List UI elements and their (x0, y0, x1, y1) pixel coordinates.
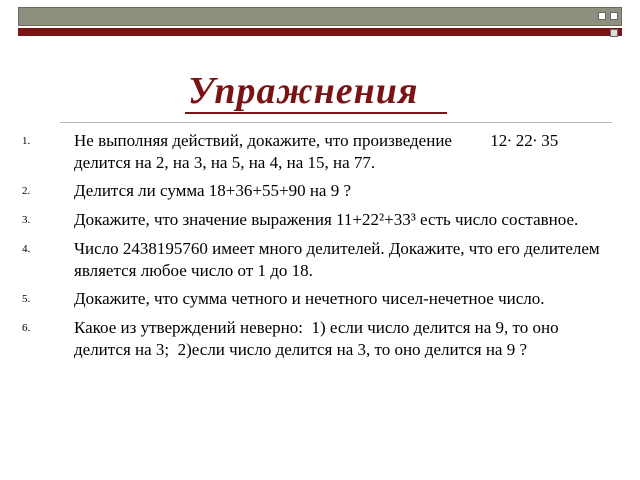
item-number: 6. (22, 322, 31, 334)
item-text: Докажите, что сумма четного и нечетного чисел-нечетное число. (74, 289, 545, 308)
item-number: 3. (22, 214, 31, 226)
list-item (22, 288, 612, 311)
decor-square-icon (610, 12, 618, 20)
title-divider (60, 122, 612, 123)
list-item (22, 130, 612, 174)
item-text: Не выполняя действий, докажите, что произведение 12∙ 22∙ 35 делится на 2, на 3, на 5, на 4, на 15, на 77. (74, 131, 563, 172)
header-band (18, 7, 622, 36)
title-underline (185, 112, 447, 114)
decor-square-icon (598, 12, 606, 20)
item-number: 1. (22, 135, 31, 147)
page-title: Упражнения (188, 70, 419, 112)
item-number: 2. (22, 185, 31, 197)
item-number: 5. (22, 293, 31, 305)
list-item (22, 180, 612, 203)
list-item (22, 317, 612, 361)
decor-square-icon (610, 29, 618, 37)
list-item (22, 209, 612, 232)
item-text: Делится ли сумма 18+36+55+90 на 9 ? (74, 181, 352, 200)
list-item (22, 238, 612, 282)
item-text: Докажите, что значение выражения 11+22²+33³ есть число составное. (74, 210, 579, 229)
item-number: 4. (22, 243, 31, 255)
exercise-list (22, 130, 612, 367)
header-band-red (18, 28, 622, 36)
item-text: Какое из утверждений неверно: 1) если число делится на 9, то оно делится на 3; 2)если число делится на 3, то оно делится на 9 ? (74, 318, 563, 359)
header-band-gray (18, 7, 622, 26)
item-text: Число 2438195760 имеет много делителей. Докажите, что его делителем является любое число от 1 до 18. (74, 239, 600, 280)
